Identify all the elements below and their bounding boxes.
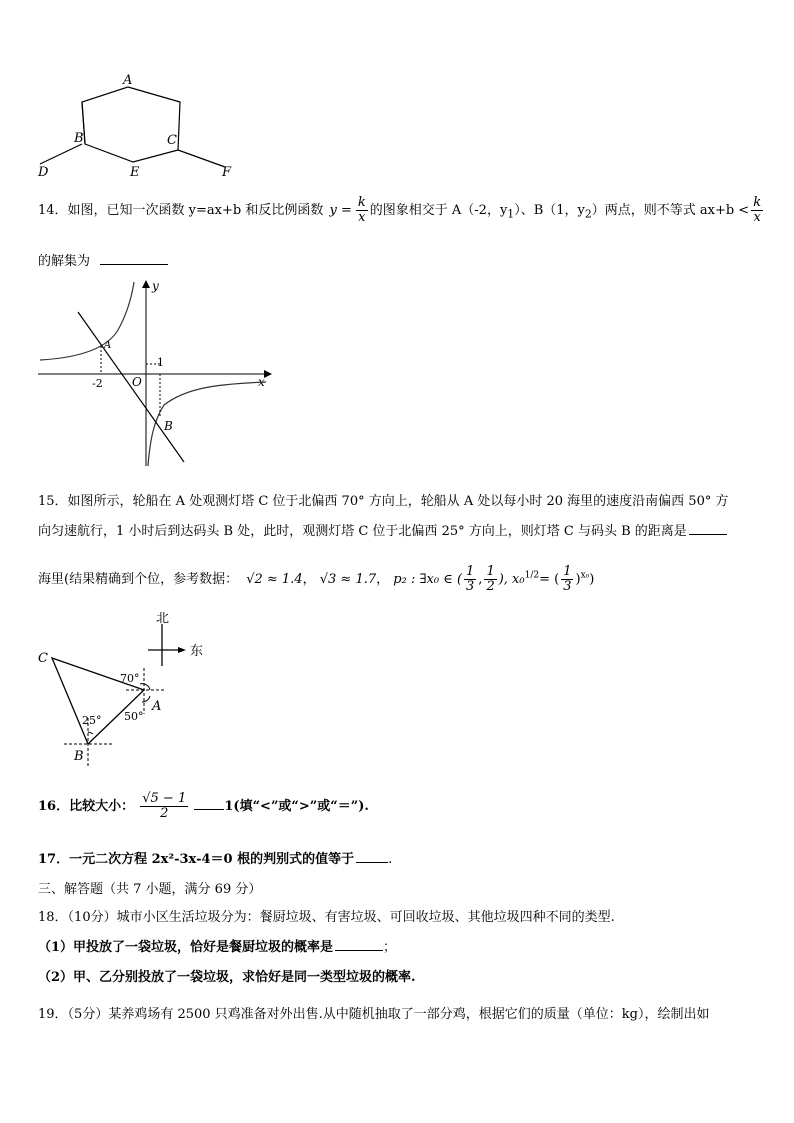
question-18-line2: （1）甲投放了一袋垃圾，恰好是餐厨垃圾的概率是 ；	[38, 940, 397, 955]
figure-13	[30, 72, 250, 182]
hyperbola-upper-left	[40, 282, 134, 360]
answer-blank-14[interactable]	[100, 252, 168, 265]
question-15-line2: 向匀速航行，1 小时后到达码头 B 处，此时，观测灯塔 C 位于北偏西 25° 方向上，则灯塔 C 与码头 B 的距离是	[38, 520, 727, 539]
question-15-line1: 15．如图所示，轮船在 A 处观测灯塔 C 位于北偏西 70° 方向上，轮船从 A 处以每小时 20 海里的速度沿南偏西 50° 方	[38, 494, 729, 509]
axis-y-label: y	[152, 280, 159, 293]
fraction-sqrt5: $\frac{√5 - 1}{2}$	[142, 791, 187, 821]
label-C: C	[167, 133, 177, 148]
label-A: A	[152, 699, 162, 714]
question-17: 17．一元二次方程 2x²-3x-4＝0 根的判别式的值等于 .	[38, 852, 393, 867]
question-18-line1: 18．（10分）城市小区生活垃圾分为：餐厨垃圾、有害垃圾、可回收垃圾、其他垃圾四种不同的类型.	[38, 910, 615, 925]
section-3-heading: 三、解答题（共 7 小题，满分 69 分）	[38, 882, 262, 897]
label-B: B	[74, 749, 84, 764]
point-B-label: B	[164, 419, 173, 433]
answer-blank-16[interactable]	[194, 797, 224, 810]
angle-50: 50°	[124, 710, 144, 723]
question-19-line1: 19．（5分）某养鸡场有 2500 只鸡准备对外出售.从中随机抽取了一部分鸡，根据它们的质量（单位：kg），绘制出如	[38, 1007, 710, 1022]
question-18-line3: （2）甲、乙分别投放了一袋垃圾，求恰好是同一类型垃圾的概率.	[38, 970, 416, 985]
figure-15	[30, 612, 230, 772]
label-C: C	[38, 651, 48, 666]
answer-blank-18[interactable]	[335, 938, 383, 951]
label-B: B	[74, 131, 84, 146]
graph-14	[36, 280, 276, 470]
tick-1: 1	[157, 356, 164, 369]
compass-east: 东	[190, 644, 204, 659]
fraction-k-over-x: y =	[329, 203, 352, 218]
label-A: A	[123, 73, 133, 88]
point-A-label: A	[104, 340, 112, 351]
origin-label: O	[132, 375, 142, 389]
triangle-CAB	[52, 658, 144, 744]
label-E: E	[130, 165, 140, 180]
tick-minus-2: -2	[92, 377, 103, 390]
angle-25: 25°	[82, 714, 102, 727]
label-D: D	[38, 165, 49, 180]
angle-70: 70°	[120, 672, 140, 685]
question-14: 14．如图，已知一次函数 y=ax+b 和反比例函数 y = $\frac{k}{x}$ 的图象相交于 A（-2，$y_1$）、B（1，$y_2$）两点，则不等式 ax+b < $\frac{k}{x}$	[38, 195, 762, 225]
answer-blank-17[interactable]	[356, 850, 388, 863]
figure-13-outline	[82, 87, 180, 162]
axis-x-label: x	[258, 375, 265, 389]
label-F: F	[222, 165, 232, 180]
question-16: 16．比较大小： $\frac{√5 - 1}{2}$ 1(填“<”或“>”或“＝”).	[38, 791, 369, 821]
compass-north: 北	[156, 612, 170, 626]
question-15-line3: 海里(结果精确到个位，参考数据： √2 ≈ 1.4， √3 ≈ 1.7， p₂ : ∃x₀ ∈ ( $\frac{1}{3}$ , $\frac{1}{2}$ ), x₀$^{1/2}$= ( $\frac{1}{3}$ )$^{x_0}$)	[38, 564, 595, 594]
question-14-line2: 的解集为	[38, 250, 168, 269]
answer-blank-15[interactable]	[689, 522, 727, 535]
